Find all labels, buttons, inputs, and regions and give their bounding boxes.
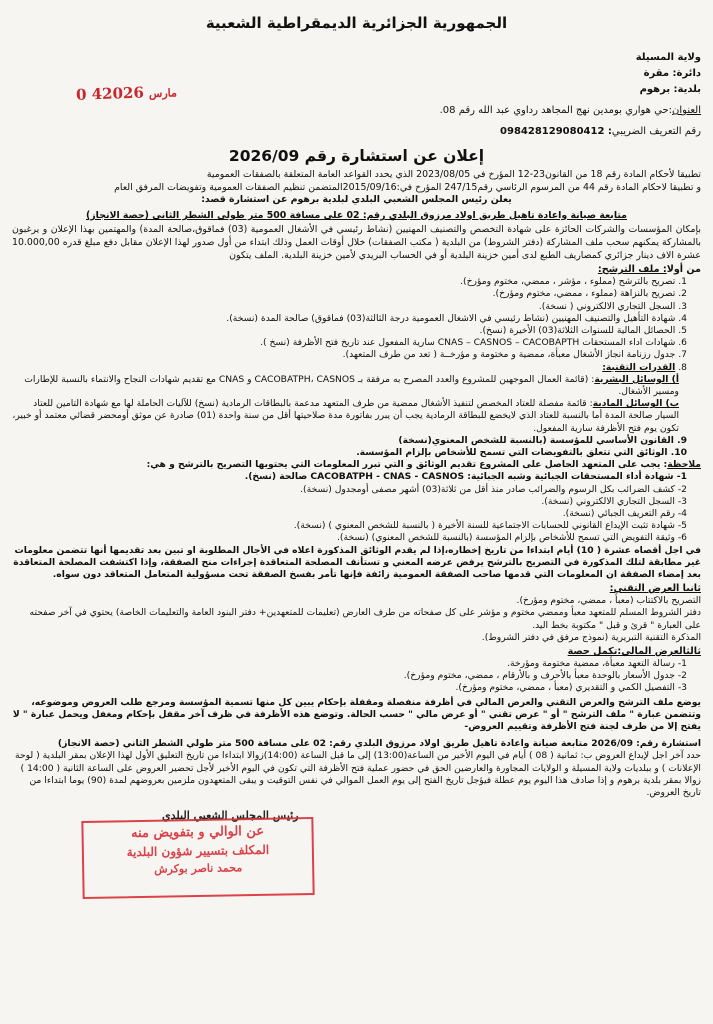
baladia-value: برهوم xyxy=(639,84,671,95)
list-item: 6- وثيقة التفويض التي تسمح للأشخاص بإلزام المؤسسة (بالنسبة للشخص المعنوي) (نسخة). xyxy=(337,532,687,544)
intro-3: يعلن رئيس المجلس الشعبي البلدي لبلدية برهوم عن استشارة قصد: xyxy=(201,194,512,206)
list-item: التصريح بالاكتتاب (معبأ ، ممضي، مختوم ومؤرخ). xyxy=(516,595,701,607)
list-item: 2- كشف الضرائب بكل الرسوم والضرائب صادر منذ أقل من ثلاثة(03) أشهر مصفى أومجدول (نسخة). xyxy=(300,483,687,495)
list-item xyxy=(12,362,687,374)
candidacy-prefix: من أولا xyxy=(666,264,701,276)
list-item: 1- شهادة أداء المستحقات الجبائية وشبه الجبائية: CACOBATPH - CNAS - CASNOS صالحة (نسخ). xyxy=(244,471,687,483)
announcement-title: إعلان عن استشارة رقم 2026/09 xyxy=(228,147,485,165)
technical-offer-heading: ثانيا العرض التقني: xyxy=(609,583,701,595)
human-means-label: أ) الوسائل البشرية xyxy=(594,373,679,385)
candidacy-heading xyxy=(12,263,701,276)
stamp-line-2: المكلف بتسيير شؤون البلدية xyxy=(126,843,270,860)
list-item: دفتر الشروط المسلم للمتعهد معبأ وممضي مختوم و مؤشر على كل صفحاته من طرف العارض (تعليمات للمتعهدين+ دفتر البنود العامة والتعليمات الخاصة) يحتوي في آخر صفحته على العبارة " قرئ و قبل " مكتوبة بخط اليد. xyxy=(29,607,701,631)
list-item: 3- التفصيل الكمي و التقديري (معبأ ، ممضي، مختوم ومؤرخ). xyxy=(455,682,687,694)
date-stamp xyxy=(76,82,182,104)
intro-1: تطبيقا لأحكام المادة رقم 18 من القانون23-12 المؤرخ في 2023/08/05 الذي يحدد القواعد العامة المتعلقة بالصفقات العمومية xyxy=(206,169,701,180)
intro-2: و تطبيقا لاحكام المادة رقم 44 من المرسوم الرئاسي رقم247/15 المؤرخ في:2015/09/16المتضمن تنظيم الصفقات العمومية وتفويضات المرفق العام xyxy=(114,181,701,193)
body-paragraph: بإمكان المؤسسات والشركات الحائزة على شهادة التخصص والتصنيف المهنيين (نشاط رئيسي في الأشغال العمومية (03) فماقوق،صالحة المدة) والمهتمين بهذا الإعلان و يرغبون بالمشاركة يمكنهم سحب ملف المشاركة (دفتر الشروط) من البلدية ( مكتب الصفقات) خلال أوقات العمل وذلك ابتداء من أول صدور لهذا الإعلان مقابل دفع مبلغ قدره 10.000,00 عشرة الاف دينار جزائري كمصاريف الطبع لدى أمين خزينة البلدية أو في الحساب البريدي لأمين خزينة البلدية. الملف يتكون xyxy=(12,224,701,261)
daira xyxy=(12,66,701,82)
candidacy-heading-text: : ملف الترشح: xyxy=(597,264,667,276)
capacities-heading: القدرات التقنية: xyxy=(602,361,676,373)
consult-project: متابعة صيانة واعادة تاهيل طريق اولاد مرزوق البلدي رقم: 02 على مسافة 500 متر طولي الشطر الثاني (حصة الانجاز) xyxy=(57,738,592,750)
list-item: 7. جدول رزنامة انجاز الأشغال معبأة، ممضية و مختومة و مؤرخــة ( تعد من طرف المتعهد). xyxy=(342,349,687,361)
list-item: 3- السجل التجاري الالكتروني (نسخة). xyxy=(541,495,687,507)
list-item: المذكرة التقنية التبريرية (نموذج مرفق في دفتر الشروط). xyxy=(481,631,701,643)
list-item: 1. تصريح بالترشح (مملوء ، مؤشر ، ممضي، مختوم ومؤرخ). xyxy=(460,276,687,288)
wilaya: ولاية المسيلة xyxy=(635,52,701,63)
stamp-name: محمد ناصر بوكرش xyxy=(154,861,243,877)
envelope-paragraph: يوضع ملف الترشح والعرض التقني والعرض المالي في أظرفة منفصلة ومقفلة بإحكام يبين كل منها تسمية المؤسسة ومرجع طلب العروض وموضوعه، وتتضمن عبارة " ملف الترشح " أو " عرض تقني " أو عرض مالي " حسب الحالة. وتوضع هذه الأظرفة في ظرف آخر مقفل بإحكام ومغفل ويحمل عبارة " لا يفتح إلا من طرف لجنة فتح الأظرفة وتقييم العروض- xyxy=(12,696,701,733)
financial-offer-list xyxy=(12,658,701,695)
address-value: :حي هواري بومدين نهج المجاهد رداوي عبد الله رقم 08. xyxy=(439,105,673,116)
date-stamp-year: 2026 xyxy=(101,83,145,103)
human-means xyxy=(12,374,701,398)
list-item: 4- رقم التعريف الجبائي (نسخة). xyxy=(562,508,687,520)
list-item: 2- جدول الأسعار بالوحدة معبأ بالأحرف و بالأرقام ، ممضي، مختوم ومؤرخ). xyxy=(403,670,687,682)
date-stamp-month: مارس xyxy=(148,86,178,101)
republic-title: الجمهورية الجزائرية الديمقراطية الشعبية xyxy=(205,14,508,32)
material-means-label: ب) الوسائل المادية xyxy=(592,398,679,410)
remark xyxy=(12,459,701,471)
list-item: 4. شهادة التأهيل والتصنيف المهنيين (نشاط رئيسي في الاشغال العمومية درجة الثالثة(03) فماقوق) صالحة المدة (نسخة). xyxy=(226,312,687,324)
candidacy-list xyxy=(12,276,701,374)
date-stamp-day: 0 4 xyxy=(75,84,103,104)
list-item: 10. الوثائق التي تتعلق بالتفويضات التي تسمح للأشخاص بإلزام المؤسسة. xyxy=(356,447,687,458)
stamp-line-1: عن الوالي و بتفويض منه xyxy=(130,824,265,842)
president-signature: رئيس المجلس الشعبي البلدي xyxy=(162,809,299,823)
candidacy-list-extra xyxy=(12,435,701,459)
human-means-text: : (قائمة العمال الموجهين للمشروع والعدد المصرح به مرفقة بـ CACOBATPH، CASNOS و CNAS مع تقديم شهادات النجاح والانتماء بالنسبة للإطارات ومسير الأشغال. xyxy=(24,373,679,397)
consult-label: استشارة رقم: 2026/09 xyxy=(591,738,701,750)
official-stamp xyxy=(81,817,314,899)
daira-value: مقرة xyxy=(643,68,670,79)
signature-area xyxy=(12,803,701,893)
tax-value: : 098428129080412 xyxy=(500,126,612,137)
daira-label: دائرة: xyxy=(669,68,701,79)
list-item: 1- رسالة التعهد معبأة، ممضية مختومة ومؤرخة. xyxy=(507,658,687,670)
baladia-label: بلدية: xyxy=(670,84,701,95)
remark-list xyxy=(12,471,701,544)
item-8-number: 8. xyxy=(678,361,687,373)
tax-label: رقم التعريف الضريبي xyxy=(611,126,701,137)
address-label: العنوان xyxy=(672,105,701,116)
project-title: متابعة صيانة واعادة تاهيل طريق اولاد مرزوق البلدي رقم: 02 على مسافة 500 متر طولي الشطر الثاني (حصة الانجاز) xyxy=(86,209,627,221)
list-item: 5. الحصائل المالية للسنوات الثلاثة(03) الأخيرة (نسخ). xyxy=(479,324,687,336)
list-item: 9. القانون الأساسي للمؤسسة (بالنسبة للشخص المعنوي(نسخة) xyxy=(398,434,687,446)
financial-offer-heading: ثالثالعرض المالي:تكمل حصة xyxy=(567,646,701,658)
list-item: 2. تصريح بالنزاهة (مملوء ، ممضي، مختوم ومؤرخ). xyxy=(492,288,687,300)
address xyxy=(12,103,701,118)
deadline-paragraph: حدد آخر اجل لإيداع العروض ب: ثمانية ( 08 ) أيام في اليوم الأخير من الساعة(13:00) إلى ما قبل الساعة (14:00)زوالا ابتداءا من تاريخ التعليق الأول لهذا الإعلان بمقر البلدية ( لوحة الإعلانات ) و ببلديات ولاية المسيلة و الولايات المجاورة والعارضين الحق في حضور عملية فتح الأظرفة التي تكون في اليوم الأخير لأجل تحضير العروض على الساعة الثانية ( 14:00 ) زوالا بمقر بلدية برهوم و إذا صادف هذا اليوم يوم عطلة فيؤجل تاريخ الفتح إلى يوم العمل الموالي في نفس التوقيت و يبقى المتعهدون ملزمين بعروضهم لمدة (90) يوما ابتداءا من تاريخ العروض. xyxy=(15,750,701,799)
list-item: 5- شهادة تثبت الإيداع القانوني للحسابات الاجتماعية للسنة الأخيرة ( بالنسبة للشخص المعنوي ) (نسخة). xyxy=(293,520,687,532)
consult-line xyxy=(12,738,701,750)
list-item: 6. شهادات اداء المستحقات CNAS – CASNOS – CACOBAPTH سارية المفعول عند تاريخ فتح الأظرفة (نسخ ). xyxy=(260,337,687,349)
material-means xyxy=(12,398,701,435)
material-means-text: : قائمة مفصلة للعتاد المخصص لتنفيذ الأشغال ممضية من طرف المتعهد مدعمة بالبطاقات الرمادية (نسخ) للآليات الحاملة لها مع شهادة التامين للعتاد السيار صالحة المدة أما بالنسبة للعتاد الذي لايخضع للبطاقة الرمادية يجب أن يبرر بفاتورة مدة صلاحيتها أقل من سنة واحدة (01) صادرة عن موثق أومحضر قضائي معتمد أو خبير، تكون يوم فتح الأظرفة سارية المفعول. xyxy=(12,398,679,434)
list-item: 3. السجل التجاري الالكتروني ( نسخة). xyxy=(538,300,687,312)
remark-paragraph: في اجل أقصاه عشرة ( 10) أيام ابتداءا من تاريخ إخطاره،إذا لم يقدم الوثائق المذكورة اعلاه في الأجال المطلوبة او تبين بعد تقديمها أنها تتضمن معلومات غير مطابقة لتلك المذكورة في التصريح بالترشح يرفض عرضه المعني و تستأنف المصلحة المتعاقدة إجراءات منح الصفقة، وإذا اكتشفت المصلحة المتعاقدة بعد إمضاء الصفقة ان المعلومات التي قدمها صاحب الصفقة العمومية زائفة فإنها تأمر بفسخ الصفقة تحت مسؤولية المتعامل المتعاقد دون سواه. xyxy=(13,544,701,581)
technical-offer-list xyxy=(12,595,701,644)
remark-label: ملاحظة xyxy=(667,459,701,471)
tax-id xyxy=(12,124,701,139)
remark-text: : يجب على المتعهد الحاصل على المشروع تقديم الوثائق و التي تبرر المعلومات التي يحتويها التصريح بالترشح و هي: xyxy=(146,459,668,471)
